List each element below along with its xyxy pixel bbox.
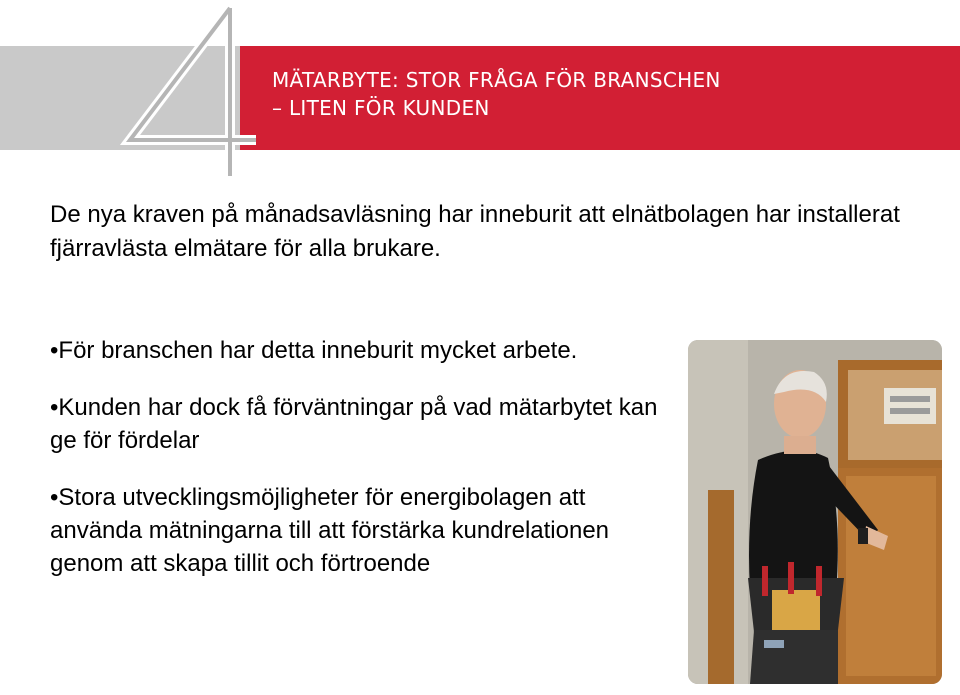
electrician-illustration: [688, 340, 942, 684]
bullet-item-2: •Kunden har dock få förväntningar på vad mätarbytet kan ge för fördelar: [50, 394, 658, 454]
intro-paragraph: De nya kraven på månadsavläsning har inneburit att elnätbolagen har installerat fjärravlästa elmätare för alla brukare.: [50, 201, 900, 262]
banner-title-line-1: MÄTARBYTE: STOR FRÅGA FÖR BRANSCHEN: [272, 68, 721, 92]
bullet-item-1: •För branschen har detta inneburit mycket arbete.: [50, 337, 578, 364]
bullet-item-3: •Stora utvecklingsmöjligheter för energibolagen att använda mätningarna till att förstärka kundrelationen genom att skapa tillit och förtroende: [50, 484, 610, 577]
section-number-four: [118, 0, 268, 180]
electrician-photo: [688, 340, 942, 684]
banner-title: [272, 66, 721, 122]
banner-title-line-2: – LITEN FÖR KUNDEN: [272, 96, 490, 120]
bullet-list: [50, 334, 670, 604]
